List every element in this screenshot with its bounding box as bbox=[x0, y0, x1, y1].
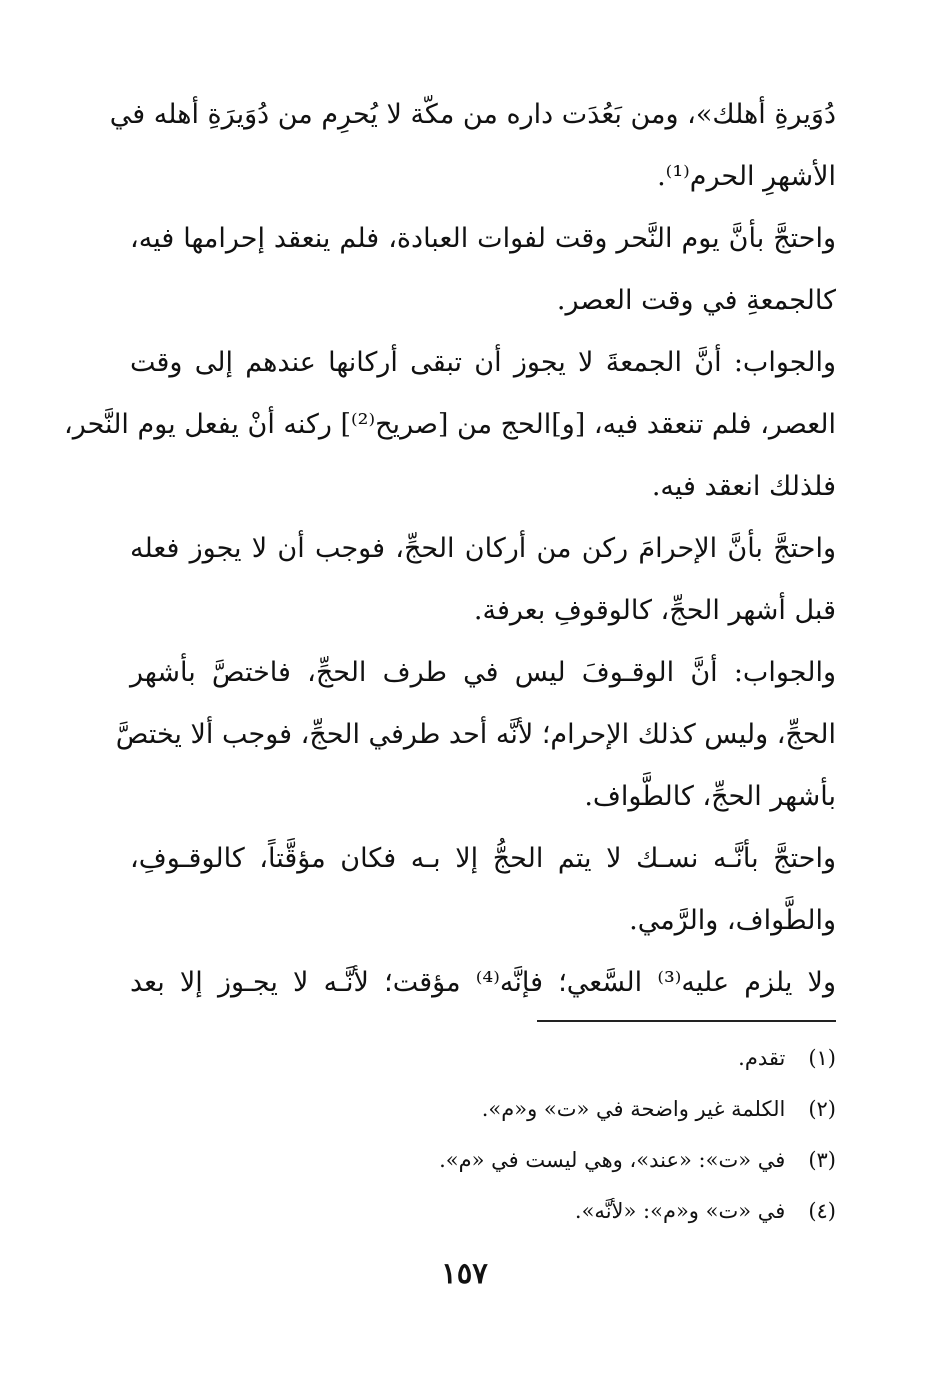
footnote-text: تقدم. bbox=[738, 1046, 786, 1070]
text-line: والطَّواف، والرَّمي. bbox=[629, 905, 836, 936]
text-line: والجواب: أنَّ الوقـوفَ ليس في طرف الحجِّ، فاختصَّ بأشهر bbox=[130, 657, 836, 688]
footnote-number: (٣) bbox=[808, 1148, 836, 1172]
footnote bbox=[300, 1036, 836, 1087]
footnote-number: (١) bbox=[808, 1046, 836, 1070]
text-line: قبل أشهر الحجِّ، كالوقوفِ بعرفة. bbox=[473, 595, 836, 626]
text-line: واحتجَّ بأنَّ يوم النَّحر وقت لفوات العبادة، فلم ينعقد إحرامها فيه، bbox=[130, 223, 836, 254]
text-line: واحتجَّ بأنَّ الإحرامَ ركن من أركان الحجِّ، فوجب أن لا يجوز فعله bbox=[130, 533, 836, 564]
text-line: فلذلك انعقد فيه. bbox=[651, 471, 836, 502]
footnote-number: (٢) bbox=[808, 1097, 836, 1121]
footnote bbox=[300, 1189, 836, 1240]
footnote-text: في «ت» و«م»: «لأنَّه». bbox=[574, 1199, 786, 1223]
footnote bbox=[300, 1138, 836, 1189]
text-line: ولا يلزم عليه⁽³⁾ السَّعي؛ فإنَّه⁽⁴⁾ مؤقت؛ لأنَّـه لا يجـوز إلا بعد bbox=[130, 967, 836, 998]
text-line: والجواب: أنَّ الجمعةَ لا يجوز أن تبقى أركانها عندهم إلى وقت bbox=[130, 347, 836, 378]
footnote bbox=[300, 1087, 836, 1138]
text-line: الحجِّ، وليس كذلك الإحرام؛ لأنَّه أحد طرفي الحجِّ، فوجب ألا يختصَّ bbox=[115, 719, 836, 750]
footnotes bbox=[300, 1036, 836, 1240]
footnote-text: الكلمة غير واضحة في «ت» و«م». bbox=[481, 1097, 786, 1121]
main-text bbox=[64, 84, 836, 1014]
footnote-number: (٤) bbox=[808, 1199, 836, 1223]
text-line: بأشهر الحجِّ، كالطَّواف. bbox=[584, 781, 836, 812]
text-line: الأشهرِ الحرم⁽¹⁾. bbox=[657, 161, 836, 192]
text-line: العصر، فلم تنعقد فيه، [و]الحج من [صريح⁽²⁾] ركنه أنْ يفعل يوم النَّحر، bbox=[64, 409, 836, 440]
text-line: كالجمعةِ في وقت العصر. bbox=[556, 285, 836, 316]
footnote-separator bbox=[537, 1020, 836, 1022]
text-line: دُوَيرةِ أهلك»، ومن بَعُدَت داره من مكّة لا يُحرِم من دُوَيرَةِ أهله في bbox=[109, 99, 836, 130]
page-number: ١٥٧ bbox=[441, 1256, 488, 1290]
text-line: واحتجَّ بأنَّـه نسـك لا يتم الحجُّ إلا بـه فكان مؤقَّتاً، كالوقـوفِ، bbox=[130, 843, 836, 874]
footnote-text: في «ت»: «عند»، وهي ليست في «م». bbox=[439, 1148, 786, 1172]
